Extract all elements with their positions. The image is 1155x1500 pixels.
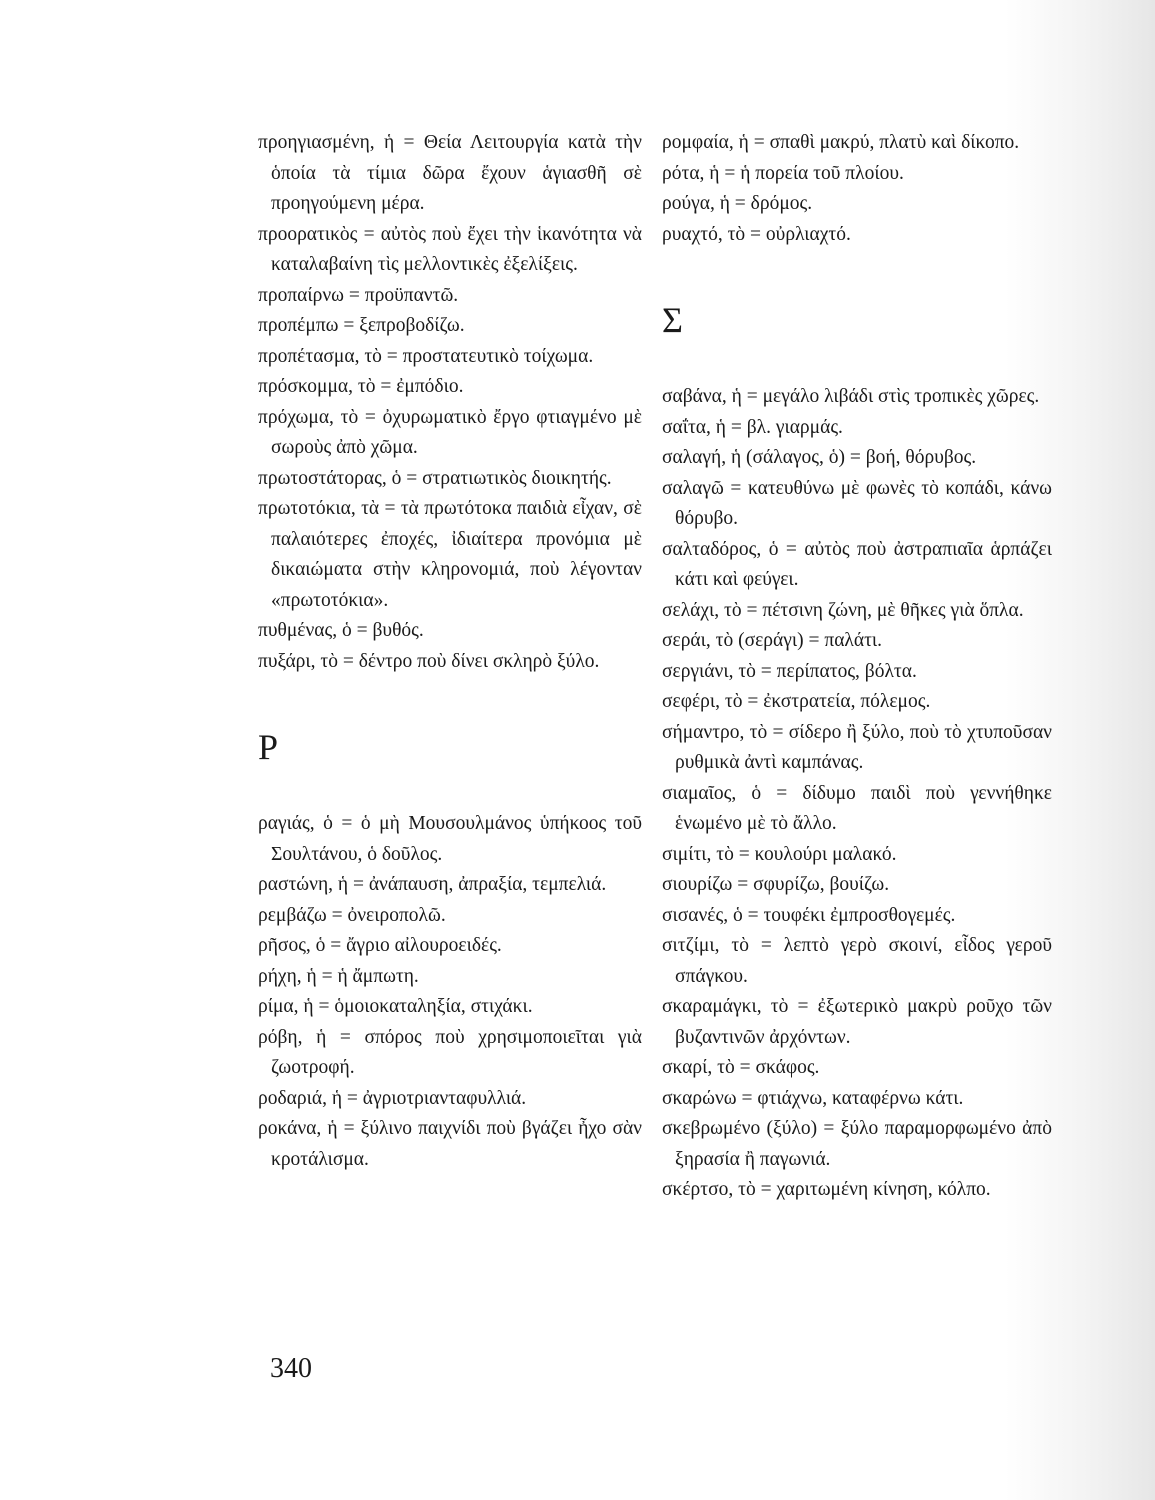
glossary-entry: σκαραμάγκι, τὸ = ἐξωτερικὸ μακρὺ ροῦχο τῶν βυζαντινῶν ἀρχόντων. <box>662 996 1052 1048</box>
glossary-entry: σκεβρωμένο (ξύλο) = ξύλο παραμορφωμένο ἀπὸ ξηρασία ἢ παγωνιά. <box>662 1118 1052 1170</box>
glossary-entry: ραγιάς, ὁ = ὁ μὴ Μουσουλμάνος ὑπήκοος τοῦ Σουλτάνου, ὁ δοῦλος. <box>258 813 642 865</box>
glossary-entry: σαλαγῶ = κατευθύνω μὲ φωνὲς τὸ κοπάδι, κάνω θόρυβο. <box>662 477 1052 529</box>
glossary-entry: σεφέρι, τὸ = ἐκστρατεία, πόλεμος. <box>662 691 931 712</box>
section-letter-sigma: Σ <box>662 300 683 340</box>
glossary-entry: προορατικὸς = αὐτὸς ποὺ ἔχει τὴν ἱκανότητα νὰ καταλαβαίνη τὶς μελλοντικὲς ἐξελίξεις. <box>258 223 642 275</box>
glossary-entry: πυξάρι, τὸ = δέντρο ποὺ δίνει σκληρὸ ξύλο. <box>258 650 600 672</box>
glossary-entry: ροδαριά, ἡ = ἀγριοτριανταφυλλιά. <box>258 1087 527 1109</box>
glossary-entry: ρόβη, ἡ = σπόρος ποὺ χρησιμοποιεῖται γιὰ ζωοτροφή. <box>258 1026 642 1078</box>
glossary-entry: προπαίρνω = προϋπαντῶ. <box>258 284 459 306</box>
glossary-entry: σαλαγή, ἡ (σάλαγος, ὁ) = βοή, θόρυβος. <box>662 447 977 468</box>
glossary-entry: ρῆσος, ὁ = ἄγριο αἰλουροειδές. <box>258 935 502 956</box>
page-number: 340 <box>270 1353 312 1384</box>
glossary-entry: ρομφαία, ἡ = σπαθὶ μακρύ, πλατὺ καὶ δίκοπο. <box>662 132 1020 153</box>
glossary-entry: πρόχωμα, τὸ = ὀχυρωματικὸ ἔργο φτιαγμένο μὲ σωροὺς ἀπὸ χῶμα. <box>258 406 642 458</box>
glossary-entry: πυθμένας, ὁ = βυθός. <box>258 620 424 641</box>
glossary-entry: σκαρί, τὸ = σκάφος. <box>662 1057 820 1078</box>
glossary-entry: πρωτοστάτορας, ὁ = στρατιωτικὸς διοικητής. <box>258 467 612 489</box>
glossary-entry: προηγιασμένη, ἡ = Θεία Λειτουργία κατὰ τὴν ὁποία τὰ τίμια δῶρα ἔχουν ἁγιασθῆ σὲ προηγούμενη μέρα. <box>258 132 642 214</box>
glossary-entry: σκέρτσο, τὸ = χαριτωμένη κίνηση, κόλπο. <box>662 1179 991 1200</box>
glossary-entry: σκαρώνω = φτιάχνω, καταφέρνω κάτι. <box>662 1087 964 1109</box>
glossary-entry: σιαμαῖος, ὁ = δίδυμο παιδὶ ποὺ γεννήθηκε ἑνωμένο μὲ τὸ ἄλλο. <box>662 782 1052 834</box>
glossary-column-right <box>662 128 1052 1206</box>
glossary-entry: προπέτασμα, τὸ = προστατευτικὸ τοίχωμα. <box>258 345 594 367</box>
glossary-entry: σεράι, τὸ (σεράγι) = παλάτι. <box>662 630 883 651</box>
glossary-entry: ροκάνα, ἡ = ξύλινο παιχνίδι ποὺ βγάζει ἦχο σὰν κροτάλισμα. <box>258 1118 642 1170</box>
glossary-entry: σισανές, ὁ = τουφέκι ἐμπροσθογεμές. <box>662 904 956 926</box>
glossary-entry: ρίμα, ἡ = ὁμοιοκαταληξία, στιχάκι. <box>258 996 533 1017</box>
glossary-entry: σιουρίζω = σφυρίζω, βουίζω. <box>662 874 890 895</box>
glossary-entry: σαλταδόρος, ὁ = αὐτὸς ποὺ ἀστραπιαῖα ἁρπάζει κάτι καὶ φεύγει. <box>662 538 1052 590</box>
section-letter-rho: Ρ <box>258 727 279 767</box>
glossary-entry: προπέμπω = ξεπροβοδίζω. <box>258 315 465 336</box>
glossary-entry: σαΐτα, ἡ = βλ. γιαρμάς. <box>662 416 843 438</box>
glossary-entry: ρυαχτό, τὸ = οὐρλιαχτό. <box>662 223 851 245</box>
glossary-entry: πρόσκομμα, τὸ = ἐμπόδιο. <box>258 376 464 397</box>
glossary-entry: σελάχι, τὸ = πέτσινη ζώνη, μὲ θῆκες γιὰ ὅπλα. <box>662 599 1024 621</box>
glossary-entry: ρήχη, ἡ = ἡ ἄμπωτη. <box>258 965 419 987</box>
glossary-entry: σήμαντρο, τὸ = σίδερο ἢ ξύλο, ποὺ τὸ χτυποῦσαν ρυθμικὰ ἀντὶ καμπάνας. <box>662 721 1052 773</box>
glossary-entry: σεργιάνι, τὸ = περίπατος, βόλτα. <box>662 660 917 682</box>
glossary-entry: σιμίτι, τὸ = κουλούρι μαλακό. <box>662 843 897 865</box>
glossary-entry: ρότα, ἡ = ἡ πορεία τοῦ πλοίου. <box>662 162 904 184</box>
glossary-entry: σιτζίμι, τὸ = λεπτὸ γερὸ σκοινί, εἶδος γεροῦ σπάγκου. <box>662 935 1052 987</box>
glossary-column-left <box>258 128 642 1175</box>
glossary-entry: ρούγα, ἡ = δρόμος. <box>662 193 813 214</box>
glossary-entry: πρωτοτόκια, τὰ = τὰ πρωτότοκα παιδιὰ εἶχαν, σὲ παλαιότερες ἐποχές, ἰδιαίτερα προνόμια μὲ δικαιώματα στὴν κληρονομιά, ποὺ λέγονταν «πρωτοτόκια». <box>258 498 642 611</box>
glossary-entry: ρεμβάζω = ὀνειροπολῶ. <box>258 904 446 926</box>
glossary-entry: σαβάνα, ἡ = μεγάλο λιβάδι στὶς τροπικὲς χῶρες. <box>662 386 1040 407</box>
glossary-entry: ραστώνη, ἡ = ἀνάπαυση, ἀπραξία, τεμπελιά. <box>258 874 607 895</box>
